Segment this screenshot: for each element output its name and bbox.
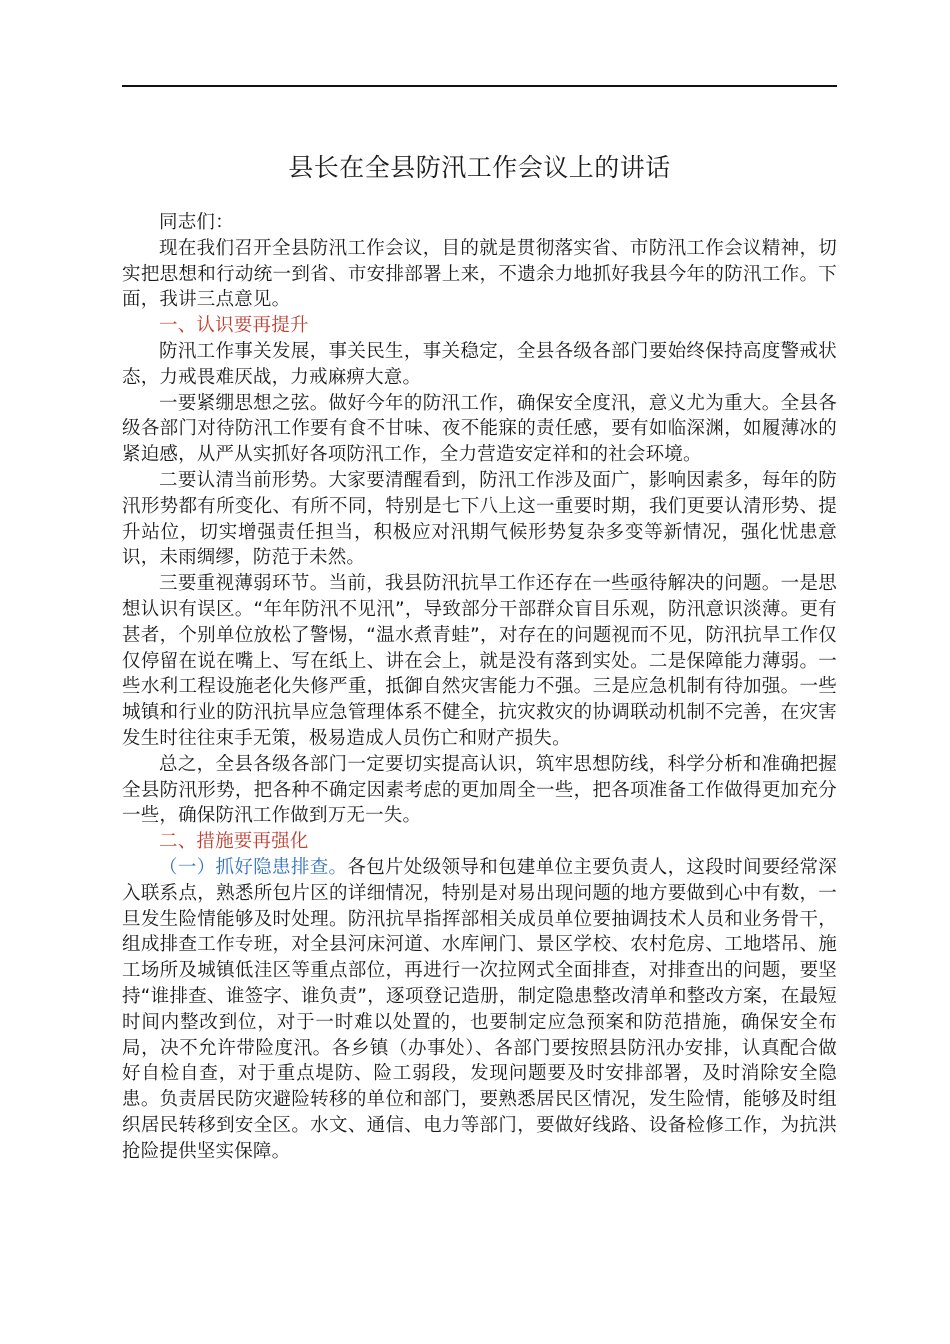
intro-paragraph: 现在我们召开全县防汛工作会议，目的就是贯彻落实省、市防汛工作会议精神，切实把思想和行动统一到省、市安排部署上来，不遗余力地抓好我县今年的防汛工作。下面，我讲三点意见。 — [122, 237, 837, 311]
subsection-text: 各包片处级领导和包建单位主要负责人，这段时间要经常深入联系点，熟悉所包片区的详细情况，特别是对易出现问题的地方要做到心中有数，一旦发生险情能够及时处理。防汛抗旱指挥部相关成员单位要抽调技术人员和业务骨干，组成排查工作专班，对全县河床河道、水库闸门、景区学校、农村危房、工地塔吊、施工场所及城镇低洼区等重点部位，再进行一次拉网式全面排查，对排查出的问题，要坚持“谁排查、谁签字、谁负责”，逐项登记造册，制定隐患整改清单和整改方案，在最短时间内整改到位，对于一时难以处置的，也要制定应急预案和防范措施，确保安全布局，决不允许带险度汛。各乡镇（办事处）、各部门要按照县防汛办安排，认真配合做好自检自查，对于重点堤防、险工弱段，发现问题要及时安排部署，及时消除安全隐患。负责居民防灾避险转移的单位和部门，要熟悉居民区情况，发生险情，能够及时组织居民转移到安全区。水文、通信、电力等部门，要做好线路、设备检修工作，为抗洪抢险提供坚实保障。 — [122, 856, 837, 1162]
paragraph: 一要紧绷思想之弦。做好今年的防汛工作，确保安全度汛，意义尤为重大。全县各级各部门对待防汛工作要有食不甘味、夜不能寐的责任感，要有如临深渊，如履薄冰的紧迫感，从严从实抓好各项防汛工作，全力营造安定祥和的社会环境。 — [122, 392, 837, 466]
paragraph: 防汛工作事关发展，事关民生，事关稳定，全县各级各部门要始终保持高度警戒状态，力戒畏难厌战，力戒麻痹大意。 — [122, 340, 837, 388]
paragraph: 三要重视薄弱环节。当前，我县防汛抗旱工作还存在一些亟待解决的问题。一是思想认识有误区。“年年防汛不见汛”，导致部分干部群众盲目乐观，防汛意识淡薄。更有甚者，个别单位放松了警惕，“温水煮青蛙”，对存在的问题视而不见，防汛抗旱工作仅仅停留在说在嘴上、写在纸上、讲在会上，就是没有落到实处。二是保障能力薄弱。一些水利工程设施老化失修严重，抵御自然灾害能力不强。三是应急机制有待加强。一些城镇和行业的防汛抗旱应急管理体系不健全，抗灾救灾的协调联动机制不完善，在灾害发生时往往束手无策，极易造成人员伤亡和财产损失。 — [122, 573, 837, 749]
document-title: 县长在全县防汛工作会议上的讲话 — [288, 153, 671, 182]
paragraph: 总之，全县各级各部门一定要切实提高认识，筑牢思想防线，科学分析和准确把握全县防汛形势，把各种不确定因素考虑的更加周全一些，把各项准备工作做得更加充分一些，确保防汛工作做到万无一失。 — [122, 753, 837, 827]
section-heading-1: 一、认识要再提升 — [159, 315, 309, 337]
document-body — [122, 210, 837, 1164]
salutation: 同志们： — [159, 212, 234, 233]
section-heading-2: 二、措施要再强化 — [159, 831, 309, 853]
header-rule — [122, 85, 837, 87]
subsection-paragraph — [122, 855, 837, 1165]
subsection-label: （一）抓好隐患排查。 — [159, 856, 348, 878]
paragraph: 二要认清当前形势。大家要清醒看到，防汛工作涉及面广，影响因素多，每年的防汛形势都有所变化、有所不同，特别是七下八上这一重要时期，我们更要认清形势、提升站位，切实增强责任担当，积极应对汛期气候形势复杂多变等新情况，强化忧患意识，未雨绸缪，防范于未然。 — [122, 469, 837, 569]
